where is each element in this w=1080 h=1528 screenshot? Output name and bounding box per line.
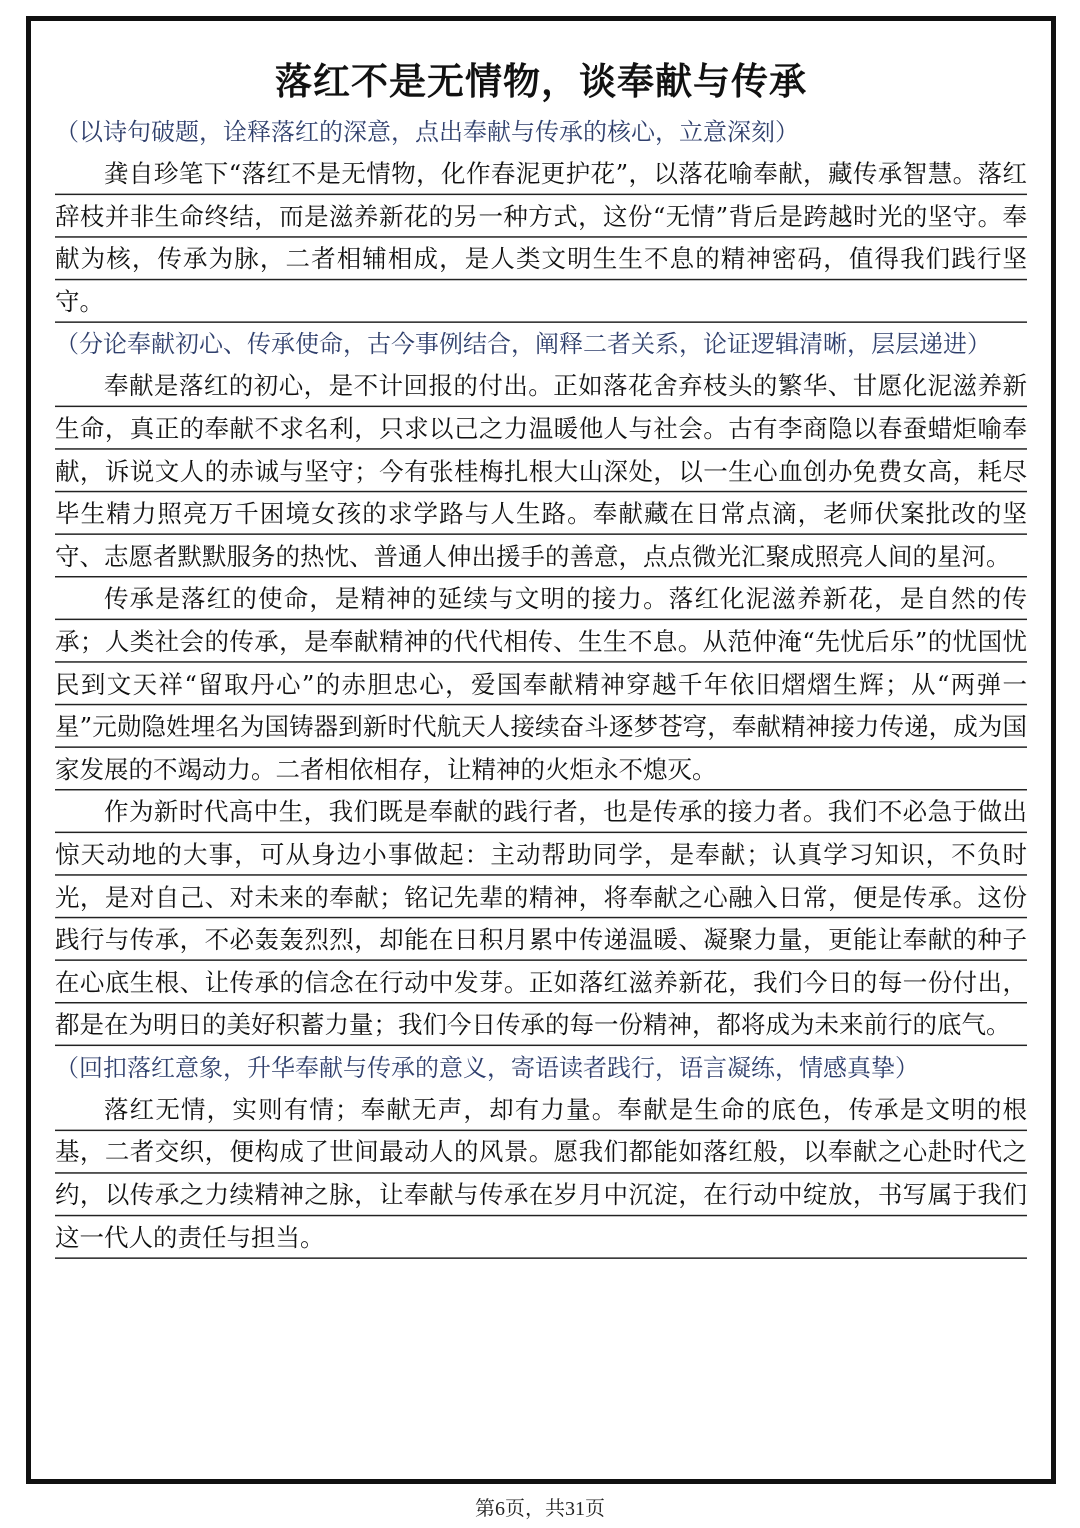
- page-number: 第6页，共31页: [475, 1498, 605, 1520]
- page-frame: [26, 16, 1056, 1484]
- essay-title: 落红不是无情物，谈奉献与传承: [275, 60, 807, 103]
- paragraph-conclusion: 落红无情，实则有情；奉献无声，却有力量。奉献是生命的底色，传承是文明的根基，二者交织，便构成了世间最动人的风景。愿我们都能如落红般，以奉献之心赴时代之约，以传承之力续精神之脉，让奉献与传承在岁月中沉淀，在行动中绽放，书写属于我们这一代人的责任与担当。: [55, 1089, 1027, 1259]
- annotation-body: （分论奉献初心、传承使命，古今事例结合，阐释二者关系，论证逻辑清晰，层层递进）: [55, 330, 991, 359]
- paragraph-dedication: 奉献是落红的初心，是不计回报的付出。正如落花舍弃枝头的繁华、甘愿化泥滋养新生命，真正的奉献不求名利，只求以己之力温暖他人与社会。古有李商隐以春蚕蜡炬喻奉献，诉说文人的赤诚与坚守；今有张桂梅扎根大山深处，以一生心血创办免费女高，耗尽毕生精力照亮万千困境女孩的求学路与人生路。奉献藏在日常点滴，老师伏案批改的坚守、志愿者默默服务的热忱、普通人伸出援手的善意，点点微光汇聚成照亮人间的星河。: [55, 365, 1027, 578]
- paragraph-inheritance: 传承是落红的使命，是精神的延续与文明的接力。落红化泥滋养新花，是自然的传承；人类社会的传承，是奉献精神的代代相传、生生不息。从范仲淹“先忧后乐”的忧国忧民到文天祥“留取丹心”的赤胆忠心，爱国奉献精神穿越千年依旧熠熠生辉；从“两弹一星”元勋隐姓埋名为国铸器到新时代航天人接续奋斗逐梦苍穹，奉献精神接力传递，成为国家发展的不竭动力。二者相依相存，让精神的火炬永不熄灭。: [55, 578, 1027, 791]
- annotation-intro: （以诗句破题，诠释落红的深意，点出奉献与传承的核心，立意深刻）: [55, 118, 799, 146]
- annotation-conclusion: （回扣落红意象，升华奉献与传承的意义，寄语读者践行，语言凝练，情感真挚）: [55, 1053, 919, 1082]
- paragraph-intro: 龚自珍笔下“落红不是无情物，化作春泥更护花”，以落花喻奉献，藏传承智慧。落红辞枝并非生命终结，而是滋养新花的另一种方式，这份“无情”背后是跨越时光的坚守。奉献为核，传承为脉，二者相辅相成，是人类文明生生不息的精神密码，值得我们践行坚守。: [55, 153, 1027, 323]
- essay-body: [31, 21, 1051, 1259]
- paragraph-students: 作为新时代高中生，我们既是奉献的践行者，也是传承的接力者。我们不必急于做出惊天动地的大事，可从身边小事做起：主动帮助同学，是奉献；认真学习知识，不负时光，是对自己、对未来的奉献；铭记先辈的精神，将奉献之心融入日常，便是传承。这份践行与传承，不必轰轰烈烈，却能在日积月累中传递温暖、凝聚力量，更能让奉献的种子在心底生根、让传承的信念在行动中发芽。正如落红滋养新花，我们今日的每一份付出，都是在为明日的美好积蓄力量；我们今日传承的每一份精神，都将成为未来前行的底气。: [55, 791, 1027, 1047]
